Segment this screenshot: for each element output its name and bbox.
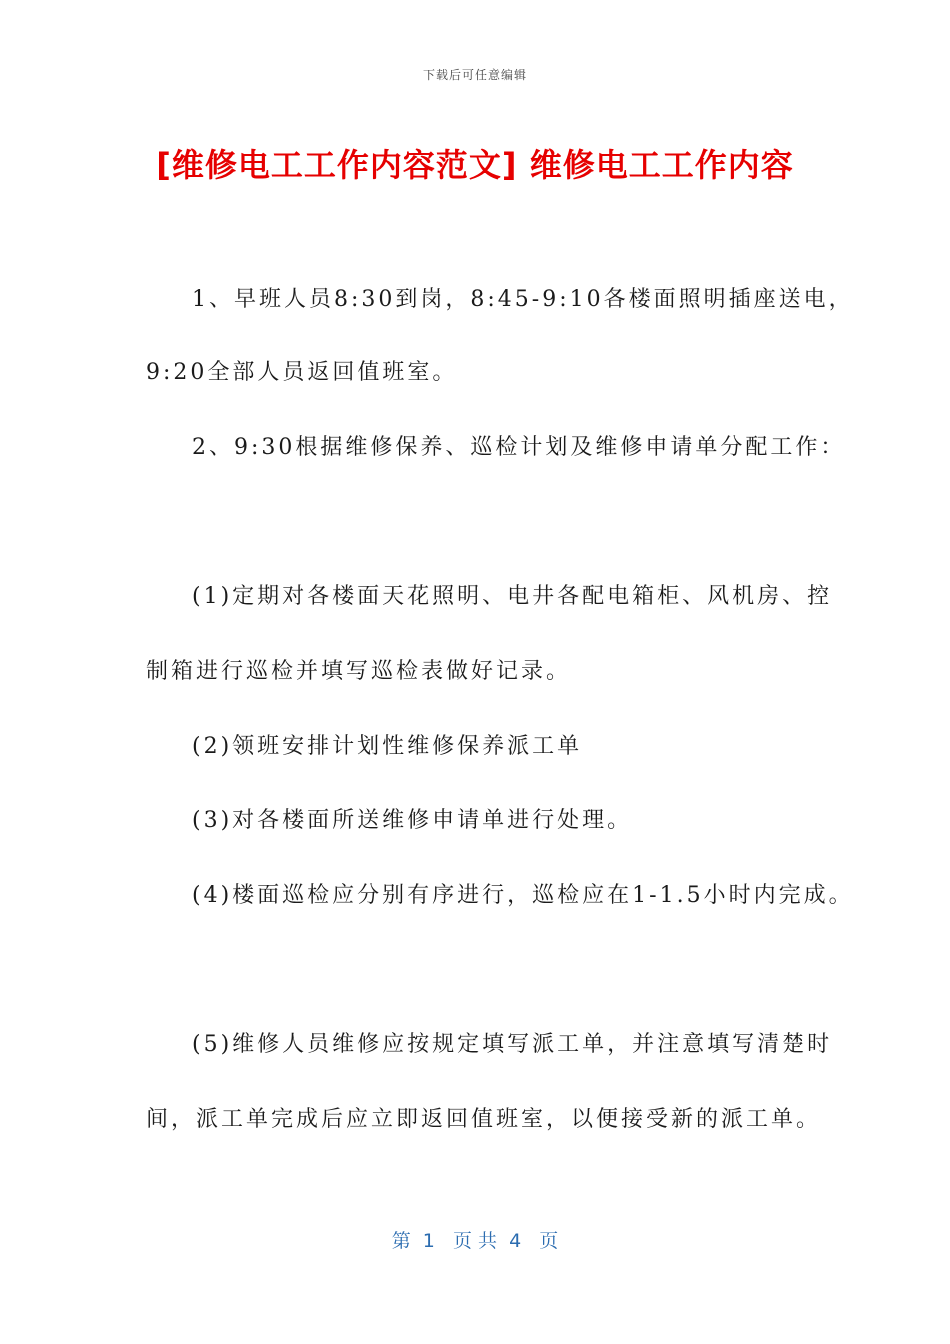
item-4: (4)楼面巡检应分别有序进行，巡检应在1-1.5小时内完成。 [192, 883, 854, 908]
item-5-line-2: 间，派工单完成后应立即返回值班室，以便接受新的派工单。 [146, 1107, 822, 1132]
paragraph-1-line-1: 1、早班人员8:30到岗，8:45-9:10各楼面照明插座送电， [192, 287, 854, 312]
item-1-line-1: (1)定期对各楼面天花照明、电井各配电箱柜、风机房、控 [192, 584, 833, 609]
header-note: 下载后可任意编辑 [422, 68, 527, 82]
item-5-line-1: (5)维修人员维修应按规定填写派工单，并注意填写清楚时 [192, 1032, 833, 1057]
page-number-footer: 第 1 页 共 4 页 [391, 1230, 559, 1252]
item-1-line-2: 制箱进行巡检并填写巡检表做好记录。 [146, 659, 572, 684]
item-3: (3)对各楼面所送维修申请单进行处理。 [192, 808, 633, 833]
paragraph-2: 2、9:30根据维修保养、巡检计划及维修申请单分配工作： [192, 435, 846, 460]
paragraph-1-line-2: 9:20全部人员返回值班室。 [146, 360, 458, 385]
item-2: (2)领班安排计划性维修保养派工单 [192, 734, 583, 759]
document-title: [维修电工工作内容范文] 维修电工工作内容 [156, 146, 794, 184]
